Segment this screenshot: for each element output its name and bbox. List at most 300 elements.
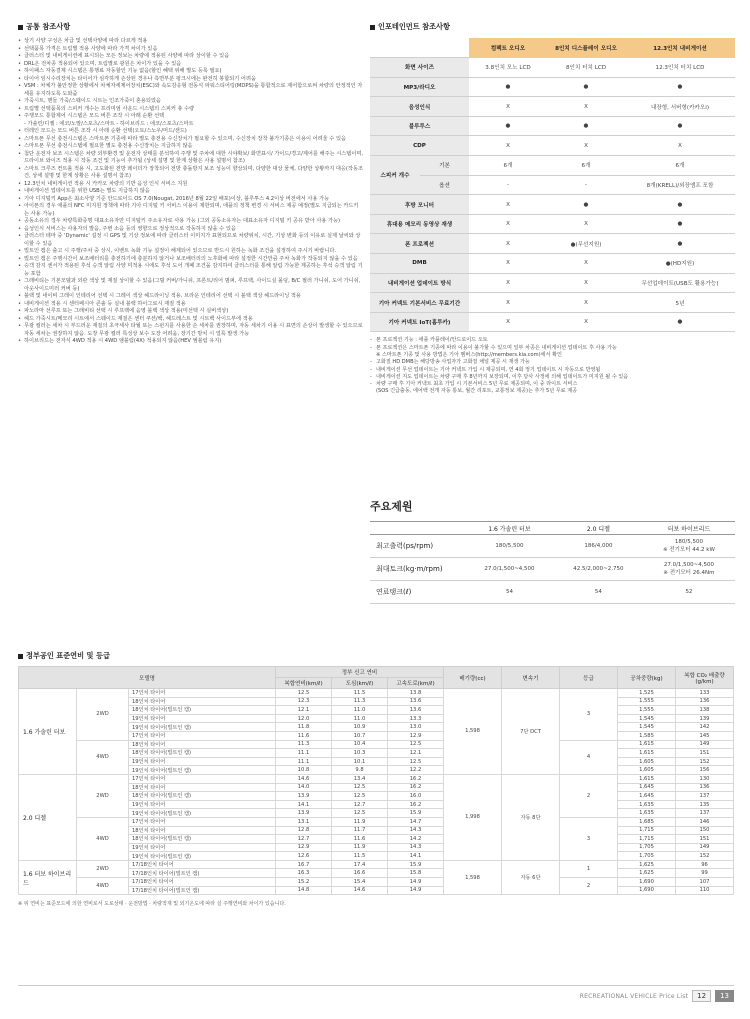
fuel-note: ※ 위 연비는 표준모드에 의한 연비로서 도로상태 · 운전방법 · 차량적재 및 외기온도에 따라 실 주행연비와 차이가 있습니다. (18, 901, 286, 908)
efficiency-cell: 16.2 (388, 774, 444, 783)
tire-label: 18인치 타이어(빌트인 캠) (129, 835, 276, 844)
info-cell: X (547, 273, 625, 293)
info-cell: 내장형, 서버형(카카오i) (625, 97, 735, 117)
info-cell: ● (625, 116, 735, 136)
spec-header: 2.0 디젤 (554, 522, 643, 535)
tire-label: 18인치 타이어(빌트인 캠) (129, 792, 276, 801)
weight-cell: 1,615 (618, 740, 676, 749)
note-item: • 내비게이션 적용 시 센터페시아 콘솔 등 실내 블랙 하이그로시 재질 적용 (18, 301, 363, 309)
efficiency-cell: 12.6 (276, 852, 332, 861)
grade-cell: 4 (560, 740, 618, 774)
info-note-item: - 내비게이션 무선 업데이트는 기아 커넥트 가입 시 제공되며, 연 4회 정기 업데이트 시 자동으로 반영됨 (370, 367, 735, 374)
efficiency-cell: 12.3 (276, 697, 332, 706)
info-row-label: 폰 프로젝션 (370, 234, 469, 254)
info-row-label: 휴대용 메모리 동영상 재생 (370, 214, 469, 234)
weight-cell: 1,555 (618, 706, 676, 715)
drive-label: 4WD (77, 740, 129, 774)
efficiency-cell: 16.2 (388, 800, 444, 809)
efficiency-cell: 15.2 (276, 878, 332, 887)
info-cell: ●(무선지원) (547, 234, 625, 254)
note-item: • 주행모드 통합제어 시스템은 모드 버튼 조작 시 아래 순환 선택 (18, 113, 363, 121)
info-cell: 12.3인치 터치 LCD (625, 58, 735, 78)
efficiency-cell: 10.1 (332, 757, 388, 766)
note-item: • 상기 사양 구성은 차급 및 선택사양에 따라 다르게 적용 (18, 38, 363, 46)
tire-label: 17/18인치 타이어 (129, 860, 276, 869)
note-item: • 하이브리드는 전자식 4WD 적용 시 4WD 엠블럼(4X) 적용되지 않음(HEV 엠블럼 유지) (18, 338, 363, 346)
spec-cell: 54 (554, 581, 643, 604)
spec-row (370, 535, 735, 558)
efficiency-cell: 12.8 (276, 826, 332, 835)
info-row-label: 기아 커넥트 기본서비스 무료기간 (370, 293, 469, 313)
info-row (370, 58, 735, 78)
efficiency-cell: 10.4 (332, 740, 388, 749)
info-row (370, 136, 735, 156)
info-note-item: ※ 스마트폰 기종 및 사용 방법은 기아 멤버스(http://members.kia.com)에서 확인 (376, 352, 562, 358)
efficiency-cell: 13.9 (276, 792, 332, 801)
info-cell: ● (625, 312, 735, 332)
co2-cell: 110 (676, 886, 734, 895)
spec-row (370, 558, 735, 581)
efficiency-cell: 12.5 (388, 740, 444, 749)
note-item: • 클러스터 테마 중 'Dynamic' 설정 시 GPS 및 기상 정보에 따라 클러스터 이미지가 표현되므로 차량위치, 시간, 기상 변화 등의 이유로 실제 날씨와 상이할 수 있음 (18, 233, 363, 248)
efficiency-cell: 13.0 (388, 723, 444, 732)
common-notes-section (18, 22, 363, 346)
info-cell: 8인치 터치 LCD (547, 58, 625, 78)
efficiency-cell: 14.9 (388, 878, 444, 887)
weight-cell: 1,545 (618, 723, 676, 732)
efficiency-cell: 10.9 (332, 723, 388, 732)
weight-cell: 1,645 (618, 792, 676, 801)
spec-cell: 52 (643, 581, 735, 604)
info-cell: ● (469, 77, 547, 97)
info-cell: X (547, 254, 625, 274)
spec-row-label: 최고출력(ps/rpm) (370, 535, 465, 558)
efficiency-cell: 10.3 (332, 749, 388, 758)
fuel-title: 정부공인 표준연비 및 등급 (18, 651, 734, 661)
spec-cell: 186/4,000 (554, 535, 643, 558)
note-item: • 내비게이션 업데이트를 위한 USB는 별도 지급하지 않음 (18, 188, 363, 196)
grade-cell: 1 (560, 860, 618, 877)
co2-cell: 149 (676, 843, 734, 852)
tire-label: 19인치 타이어 (129, 800, 276, 809)
common-notes-title: 공통 참조사항 (18, 22, 363, 32)
co2-cell: 136 (676, 783, 734, 792)
spec-cell: 27.0/1,500~4,500 (465, 558, 554, 581)
co2-cell: 135 (676, 800, 734, 809)
spec-cell: 54 (465, 581, 554, 604)
note-item: • 아이폰의 경우 애플의 NFC 미지원 정책에 따라 기아 디지털 키 서비스 이용이 제한되며, 애플의 정책 변경 시 서비스 제공 예정(별도 지급되는 카드키는 사용 가능) (18, 203, 363, 218)
note-item: • 터레인 모드는 모드 버튼 조작 시 아래 순환 선택(오토/스노우/머드/샌드) (18, 128, 363, 136)
info-row (370, 293, 735, 313)
grade-cell: 3 (560, 817, 618, 860)
note-item: • 스마트폰 무선 충전시스템은 스마트폰 기종에 따라 별도 충전용 수신장치가 필요할 수 있으며, 수신장치 장착 불가기종은 이용이 어려울 수 있음 (18, 136, 363, 144)
fuel-efficiency-table: 모델명 정부 신고 연비 배기량(cc) 변속기 등급 공차중량(kg) 복합 CO₂ 배출량 (g/km) 복합연비(km/ℓ) 도심(km/ℓ) 고속도로(km/ℓ) 1.6 가솔린 터보 2WD 17인치 타이어 12.5 11.5 13.8 1,598 7단 DCT 3 1,525 133 18인치 타이어 12.3 11.3 13.6 1,555 136 18인치 타이어(빌트인 캠) 12.1 11.0 13.6 1,555 138 19인치 타이어 12.0 11.0 13.3 1,545 139 19인치 타이어(빌트인 캠) 11.8 10.9 13.0 1,545 142 17인치 타이어 11.6 10.7 12.9 1,585 145 4WD 18인치 타이어 11.3 10.4 12.5 4 1,615 149 18인치 타이어(빌트인 캠) 11.1 10.3 12.1 1,615 151 19인치 타이어 11.1 10.1 12.5 1,605 152 19인치 타이어(빌트인 캠) 10.8 9.8 12.2 1,605 156 2.0 디젤 2WD 17인치 타이어 14.6 13.4 16.2 1,998 자동 8단 2 1,615 130 18인치 타이어 14.0 12.5 16.2 1,645 136 18인치 타이어(빌트인 캠) 13.9 12.5 16.0 1,645 137 19인치 타이어 14.1 12.7 16.2 1,635 135 19인치 타이어(빌트인 캠) 13.9 12.5 15.9 1,635 137 4WD 17인치 타이어 13.1 11.9 14.7 3 1,685 146 18인치 타이어 12.8 11.7 14.3 1,715 150 18인치 타이어(빌트인 캠) 12.7 11.6 14.2 1,715 151 19인치 타이어 12.9 11.9 14.3 1,705 149 19인치 타이어(빌트인 캠) 12.6 11.5 14.1 1,705 152 1.6 터보 하이브리드 2WD 17/18인치 타이어 16.7 17.4 15.9 1,598 자동 6단 1 1,625 96 17/18인치 타이어(빌트인 캠) 16.3 16.6 15.8 1,625 99 4WD 17/18인치 타이어 15.2 15.4 14.9 2 1,690 107 17/18인치 타이어(빌트인 캠) 14.8 14.6 14.9 1,690 110 (18, 666, 734, 895)
info-row (370, 116, 735, 136)
info-note-item: - 차량 구매 후 기아 커넥트 최초 가입 시 기본서비스 5년 무료 제공되며, 이 중 라이트 서비스 (370, 381, 735, 388)
note-item: • 승객 감지 센서가 적용된 후석 승객 알림 사양 미적용 시에도 후석 도어 개폐 조건을 감지하여 클러스터를 통해 알림 가능한 제공하는 후석 승객 알림 기능 포함 (18, 263, 363, 278)
efficiency-cell: 14.1 (276, 800, 332, 809)
note-item: • 12.3인치 내비게이션 적용 시 카카오 차량의 기반 음성 인식 서비스 지원 (18, 181, 363, 189)
note-item: • 클러스터 및 내비게이션에 표시되는 모든 정보는 차량에 적용된 사양에 따라 상이할 수 있음 (18, 53, 363, 61)
note-item: • 하이패스 자동결제 시스템은 통행료 자동할인 기능 없음(할인 혜택 위해 별도 등록 필요) (18, 68, 363, 76)
weight-cell: 1,685 (618, 817, 676, 826)
co2-cell: 151 (676, 835, 734, 844)
tire-label: 17인치 타이어 (129, 689, 276, 698)
weight-cell: 1,635 (618, 809, 676, 818)
info-cell: ● (625, 234, 735, 254)
tire-label: 19인치 타이어 (129, 843, 276, 852)
tire-label: 17/18인치 타이어(빌트인 캠) (129, 886, 276, 895)
efficiency-cell: 13.4 (332, 774, 388, 783)
spec-table (370, 521, 735, 604)
engine-label: 2.0 디젤 (19, 774, 77, 860)
info-note-item: - 내비게이션 지도 업데이트는 차량 구매 후 8년까지 보장되며, 이후 당사 사정에 의해 업데이트가 미지원 될 수 있음 (370, 374, 735, 381)
efficiency-cell: 12.5 (332, 792, 388, 801)
tire-label: 17인치 타이어 (129, 731, 276, 740)
co2-cell: 145 (676, 731, 734, 740)
note-item: • VSM : 차체가 불안정한 상황에서 차체자세제어장치(ESC)와 속도감응형 전동식 파워스티어링(MDPS)을 통합적으로 제어함으로써 차량의 안정적인 자세를 유지하도록 도와줌 (18, 83, 363, 98)
efficiency-cell: 14.2 (388, 835, 444, 844)
infotainment-title: 인포테인먼트 참조사항 (370, 22, 735, 32)
efficiency-cell: 12.5 (388, 757, 444, 766)
efficiency-cell: 12.5 (332, 809, 388, 818)
co2-cell: 152 (676, 852, 734, 861)
tire-label: 19인치 타이어 (129, 714, 276, 723)
common-notes-list (18, 38, 363, 346)
spec-row-label: 연료탱크(ℓ) (370, 581, 465, 604)
spec-row-label: 최대토크(kg·m/rpm) (370, 558, 465, 581)
footer-text: RECREATIONAL VEHICLE Price List (579, 992, 689, 1000)
note-item: • 타이어 임시수리장치는 타이어가 심각하게 손상된 경우나 측면부분 펑크시에는 완전히 봉합되기 어려움 (18, 76, 363, 84)
note-item: • DRL은 전차종 적용되어 있으며, 트림별로 광원은 차이가 있을 수 있음 (18, 61, 363, 69)
weight-cell: 1,645 (618, 783, 676, 792)
tire-label: 18인치 타이어(빌트인 캠) (129, 749, 276, 758)
info-row-sublabel: 기본 (420, 156, 469, 176)
tire-label: 18인치 타이어(빌트인 캠) (129, 706, 276, 715)
efficiency-cell: 16.0 (388, 792, 444, 801)
tire-label: 18인치 타이어 (129, 826, 276, 835)
tire-label: 17인치 타이어 (129, 774, 276, 783)
info-row-label: 내비게이션 업데이트 방식 (370, 273, 469, 293)
weight-cell: 1,585 (618, 731, 676, 740)
co2-cell: 152 (676, 757, 734, 766)
efficiency-cell: 15.8 (388, 869, 444, 878)
spec-header: 1.6 가솔린 터보 (465, 522, 554, 535)
spec-extra: ※ 전기모터 44.2 kW (662, 547, 715, 553)
efficiency-cell: 14.8 (276, 886, 332, 895)
weight-cell: 1,615 (618, 774, 676, 783)
efficiency-cell: 10.7 (332, 731, 388, 740)
table-row (19, 878, 734, 887)
efficiency-cell: 11.9 (332, 843, 388, 852)
efficiency-cell: 14.0 (276, 783, 332, 792)
infotainment-notes (370, 337, 735, 395)
spec-cell: 180/5,500 (465, 535, 554, 558)
note-item: • 스마트폰 무선 충전시스템에 필요한 별도 충전용 수신장치는 지급하지 않음 (18, 143, 363, 151)
info-cell: ● (625, 195, 735, 215)
transmission-cell: 자동 8단 (502, 774, 560, 860)
co2-cell: 146 (676, 817, 734, 826)
tire-label: 19인치 타이어(빌트인 캠) (129, 852, 276, 861)
note-item: • 스마트 크루즈 컨트롤 적용 시, 고도화된 전방 레이더가 장착되어 전방 충돌방지 보조 성능이 향상되며, 다양한 대상 물체, 다양한 상황까지 대응(작동조건, 상세 설명 및 한계 상황은 사용 설명서 참조) (18, 166, 363, 181)
drive-label: 2WD (77, 774, 129, 817)
efficiency-cell: 17.4 (332, 860, 388, 869)
note-item: • 트림별 선택품목의 스피커 개수는 프리미엄 사운드 시스템의 스피커 총 수량 (18, 106, 363, 114)
info-cell: 3.8인치 모노 LCD (469, 58, 547, 78)
info-cell: X (469, 254, 547, 274)
efficiency-cell: 12.9 (388, 731, 444, 740)
info-row (370, 97, 735, 117)
drive-label: 2WD (77, 689, 129, 741)
infotainment-table (370, 38, 735, 332)
page-number-left: 12 (692, 990, 711, 1002)
transmission-cell: 7단 DCT (502, 689, 560, 775)
efficiency-cell: 12.2 (388, 766, 444, 775)
info-cell: ● (547, 116, 625, 136)
info-row-label: DMB (370, 254, 469, 274)
info-header: 8인치 디스플레이 오디오 (547, 38, 625, 58)
weight-cell: 1,555 (618, 697, 676, 706)
note-item: • 블랙 및 네이비 그레이 인테리어 선택 시 그레이 색상 헤드라이닝 적용, 브라운 인테리어 선택 시 블랙 색상 헤드라이닝 적용 (18, 293, 363, 301)
weight-cell: 1,715 (618, 826, 676, 835)
displacement-cell: 1,998 (444, 774, 502, 860)
note-item: - 가솔린/디젤 : 에코/노말/스포츠/스마트 - 하이브리드 : 에코/스포츠/스마트 (24, 120, 194, 127)
efficiency-cell: 13.3 (388, 714, 444, 723)
tire-label: 19인치 타이어(빌트인 캠) (129, 809, 276, 818)
tire-label: 18인치 타이어 (129, 697, 276, 706)
spec-cell: 180/5,500 ※ 전기모터 44.2 kW (643, 535, 735, 558)
efficiency-cell: 14.6 (276, 774, 332, 783)
grade-cell: 2 (560, 878, 618, 895)
info-cell: X (469, 312, 547, 332)
info-cell: 5년 (625, 293, 735, 313)
efficiency-cell: 11.0 (332, 714, 388, 723)
transmission-cell: 자동 6단 (502, 860, 560, 894)
info-cell: ● (625, 214, 735, 234)
co2-cell: 137 (676, 809, 734, 818)
note-item: • 음성인식 서비스는 사용자의 발음, 주변 소음 등의 영향으로 정상적으로 작동하지 않을 수 있음 (18, 226, 363, 234)
info-cell: 8개(KRELL)/외장앰프 포함 (625, 175, 735, 195)
info-cell: ● (625, 77, 735, 97)
info-cell: X (469, 234, 547, 254)
efficiency-cell: 11.8 (276, 723, 332, 732)
efficiency-cell: 14.7 (388, 817, 444, 826)
info-cell: ● (547, 77, 625, 97)
info-cell: X (469, 214, 547, 234)
co2-cell: 149 (676, 740, 734, 749)
info-cell: ● (469, 116, 547, 136)
tire-label: 17/18인치 타이어 (129, 878, 276, 887)
efficiency-cell: 12.0 (276, 714, 332, 723)
efficiency-cell: 12.5 (276, 689, 332, 698)
note-item: • 선택품목 가격은 트림별 적용 사양에 따라 가격 차이가 있음 (18, 46, 363, 54)
spec-row (370, 581, 735, 604)
info-row (370, 234, 735, 254)
efficiency-cell: 12.1 (388, 749, 444, 758)
co2-cell: 139 (676, 714, 734, 723)
efficiency-cell: 14.1 (388, 852, 444, 861)
weight-cell: 1,615 (618, 749, 676, 758)
info-cell: X (547, 214, 625, 234)
table-row (19, 689, 734, 698)
square-bullet-icon (18, 654, 23, 659)
co2-cell: 151 (676, 749, 734, 758)
info-cell: X (469, 273, 547, 293)
tire-label: 19인치 타이어 (129, 757, 276, 766)
tire-label: 18인치 타이어 (129, 783, 276, 792)
efficiency-cell: 16.3 (276, 869, 332, 878)
efficiency-cell: 13.9 (276, 809, 332, 818)
info-row (370, 312, 735, 332)
efficiency-cell: 15.4 (332, 878, 388, 887)
efficiency-cell: 14.3 (388, 843, 444, 852)
info-row-label: MP3/라디오 (370, 77, 469, 97)
efficiency-cell: 11.5 (332, 689, 388, 698)
efficiency-cell: 11.6 (332, 835, 388, 844)
co2-cell: 99 (676, 869, 734, 878)
info-row (370, 156, 735, 176)
efficiency-cell: 11.9 (332, 817, 388, 826)
spec-header: 터보 하이브리드 (643, 522, 735, 535)
displacement-cell: 1,598 (444, 860, 502, 894)
efficiency-cell: 11.1 (276, 757, 332, 766)
info-note-item: - 폰 프로젝션은 스마트폰 기종에 따라 이용이 불가할 수 있으며 일부 차종은 내비게이션 업데이트 후 사용 가능 (370, 345, 735, 352)
engine-label: 1.6 터보 하이브리드 (19, 860, 77, 894)
info-note-item: - 고화질 HD DMB는 해당방송 사업자가 고화질 채널 제공 시 재생 가능 (370, 359, 735, 366)
tire-label: 18인치 타이어 (129, 740, 276, 749)
square-bullet-icon (370, 25, 375, 30)
table-row (19, 860, 734, 869)
weight-cell: 1,715 (618, 835, 676, 844)
drive-label: 4WD (77, 878, 129, 895)
tire-label: 19인치 타이어(빌트인 캠) (129, 766, 276, 775)
info-cell: X (547, 312, 625, 332)
infotainment-section (370, 22, 735, 396)
efficiency-cell: 13.1 (276, 817, 332, 826)
spec-cell: 27.0/1,500~4,500 ※ 전기모터 26.4Nm (643, 558, 735, 581)
info-note-item: (SOS 긴급출동, 에어백 전개 자동 통보, 월간 리포트, 교통정보 제공)는 추가 5년 무료 제공 (376, 388, 578, 395)
weight-cell: 1,605 (618, 766, 676, 775)
tire-label: 17/18인치 타이어(빌트인 캠) (129, 869, 276, 878)
info-cell: X (469, 136, 547, 156)
efficiency-cell: 14.6 (332, 886, 388, 895)
engine-label: 1.6 가솔린 터보 (19, 689, 77, 775)
grade-cell: 2 (560, 774, 618, 817)
weight-cell: 1,690 (618, 878, 676, 887)
info-cell: 무선업데이트(USB도 활용가능) (625, 273, 735, 293)
tire-label: 19인치 타이어(빌트인 캠) (129, 723, 276, 732)
efficiency-cell: 13.6 (388, 706, 444, 715)
note-item: • 기아 디지털키 App은 최소사양 기준 안드로이드 OS 7.0(Nougat, 2016년 8월 22일 배포)이상, 블루투스 4.2이상 버전에서 사용 가능 (18, 196, 363, 204)
efficiency-cell: 11.3 (276, 740, 332, 749)
co2-cell: 150 (676, 826, 734, 835)
info-cell: X (469, 195, 547, 215)
spec-cell: 42.5/2,000~2,750 (554, 558, 643, 581)
efficiency-cell: 14.3 (388, 826, 444, 835)
note-item: • 파노라마 선루프 또는 그래비티 선택 시 루프랙에 음영 블랙 색상 적용(미선택 시 실버색상) (18, 308, 363, 316)
co2-cell: 96 (676, 860, 734, 869)
efficiency-cell: 14.9 (388, 886, 444, 895)
efficiency-cell: 11.3 (332, 697, 388, 706)
efficiency-cell: 16.2 (388, 783, 444, 792)
tire-label: 17인치 타이어 (129, 817, 276, 826)
efficiency-cell: 16.7 (276, 860, 332, 869)
spec-title: 주요제원 (370, 500, 413, 513)
footer-divider (18, 985, 734, 986)
info-cell: X (547, 293, 625, 313)
info-row-label: 후방 모니터 (370, 195, 469, 215)
table-row (19, 740, 734, 749)
info-cell: X (625, 136, 735, 156)
info-row (370, 175, 735, 195)
info-header: 12.3인치 내비게이션 (625, 38, 735, 58)
footer (580, 990, 734, 1002)
info-row (370, 77, 735, 97)
co2-cell: 107 (676, 878, 734, 887)
efficiency-cell: 13.6 (388, 697, 444, 706)
note-item: • 무광 컬러는 세차 시 부드러운 재질의 초극세사 타월 또는 스펀지를 사용한 손 세차를 권장하며, 자동 세차기 이용 시 표면의 손상이 발생할 수 있으므로 자동 세차는 권장하지 않음. 도장 무광 컬러 특성상 보수 도장 어려움, 장기간 방치 시 얼룩 발생 가능 (18, 323, 363, 338)
efficiency-cell: 11.6 (276, 731, 332, 740)
co2-cell: 156 (676, 766, 734, 775)
co2-cell: 130 (676, 774, 734, 783)
info-row-label: 기아 커넥트 IoT(홈투카) (370, 312, 469, 332)
info-row-label: CDP (370, 136, 469, 156)
efficiency-cell: 11.1 (276, 749, 332, 758)
displacement-cell: 1,598 (444, 689, 502, 775)
efficiency-cell: 12.1 (276, 706, 332, 715)
info-row (370, 195, 735, 215)
efficiency-cell: 12.7 (332, 800, 388, 809)
co2-cell: 133 (676, 689, 734, 698)
efficiency-cell: 11.0 (332, 706, 388, 715)
info-cell: 6개 (469, 156, 547, 176)
grade-cell: 3 (560, 689, 618, 741)
co2-cell: 138 (676, 706, 734, 715)
info-header: 컴팩트 오디오 (469, 38, 547, 58)
weight-cell: 1,625 (618, 860, 676, 869)
efficiency-cell: 12.5 (332, 783, 388, 792)
info-row-label: 음성인식 (370, 97, 469, 117)
info-row-sublabel: 옵션 (420, 175, 469, 195)
efficiency-cell: 9.8 (332, 766, 388, 775)
efficiency-cell: 13.8 (388, 689, 444, 698)
drive-label: 4WD (77, 817, 129, 860)
info-cell: X (469, 293, 547, 313)
weight-cell: 1,525 (618, 689, 676, 698)
info-cell: X (547, 136, 625, 156)
efficiency-cell: 15.9 (388, 860, 444, 869)
note-item: • 빌트인 캠은 주행시간이 보조배터리를 충전하기에 충분하지 않거나 보조배터리의 노후화에 따라 설정한 시간만큼 주차 녹화가 작동되지 않을 수 있음 (18, 256, 363, 264)
note-item: • 헤드 가죽시트/메모리 시트에서 스웨이드 재질은 센터 쿠션/백, 헤드레스트 및 시트백 사이드부에 적용 (18, 316, 363, 324)
info-row-label: 화면 사이즈 (370, 58, 469, 78)
info-note-item: - 폰 프로젝션 기능 : 애플 카플레이/안드로이드 오토 (370, 337, 735, 344)
info-row-label: 블루투스 (370, 116, 469, 136)
efficiency-cell: 10.8 (276, 766, 332, 775)
info-cell: ●(HD지원) (625, 254, 735, 274)
note-item: • 공동소유의 경우 차량특화증명 대표소유자만 디지털키 주소유자로 사용 가능 (그외 공동소유자는 대표소유자 디지털 키 공유 받아 사용 가능) (18, 218, 363, 226)
co2-cell: 142 (676, 723, 734, 732)
efficiency-cell: 15.9 (388, 809, 444, 818)
info-cell: - (547, 175, 625, 195)
table-row (19, 774, 734, 783)
info-cell: X (547, 97, 625, 117)
info-cell: 6개 (547, 156, 625, 176)
info-row (370, 254, 735, 274)
efficiency-cell: 11.7 (332, 826, 388, 835)
weight-cell: 1,705 (618, 843, 676, 852)
weight-cell: 1,605 (618, 757, 676, 766)
fuel-efficiency-section (18, 651, 734, 907)
